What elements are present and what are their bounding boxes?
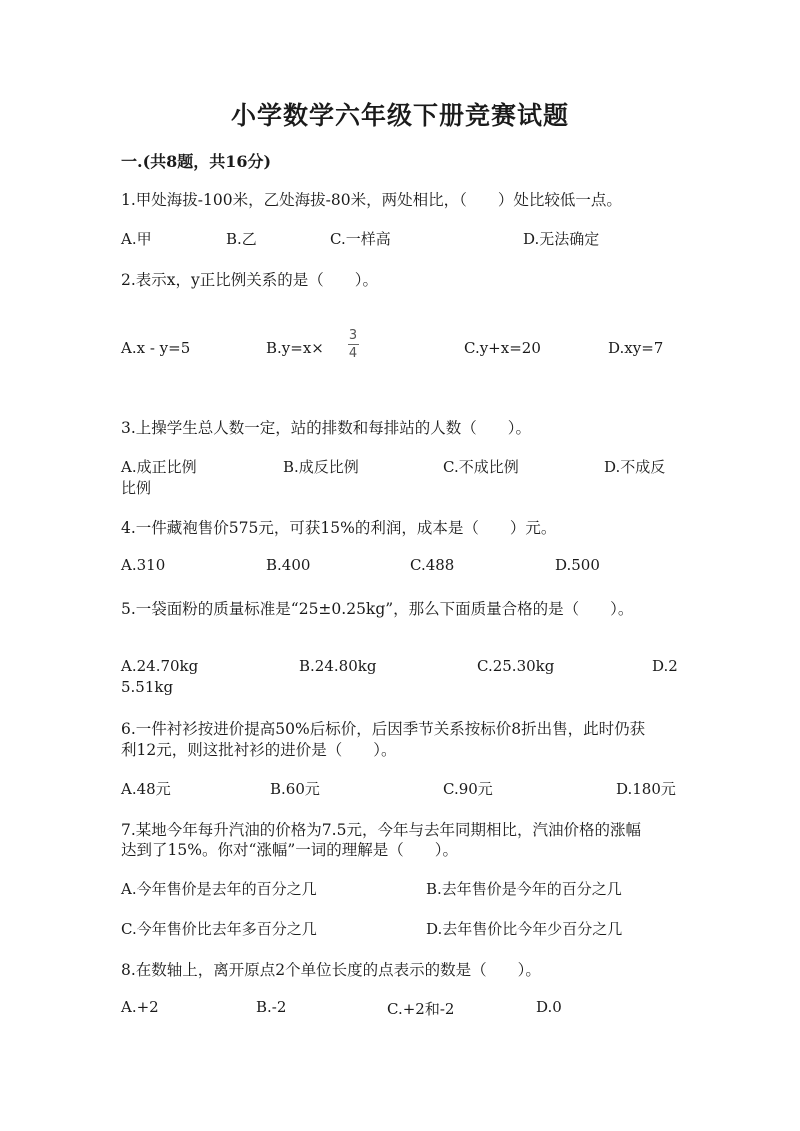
- question-6-option-a: A.48元: [121, 780, 171, 798]
- question-5-option-a: A.24.70kg: [121, 657, 199, 675]
- question-3-option-d: D.不成反: [604, 458, 666, 476]
- question-7-stem-line2: 达到了15%。你对“涨幅”一词的理解是（ ）。: [121, 841, 459, 859]
- question-1-option-b: B.乙: [226, 230, 257, 248]
- question-3-option-c: C.不成比例: [443, 458, 519, 476]
- question-4-option-c: C.488: [410, 556, 455, 574]
- question-8-option-b: B.-2: [256, 998, 287, 1016]
- exam-title: 小学数学六年级下册竞赛试题: [230, 101, 569, 130]
- question-3-option-b: B.成反比例: [283, 458, 359, 476]
- question-1-stem: 1.甲处海拔-100米，乙处海拔-80米，两处相比，（ ）处比较低一点。: [121, 191, 622, 209]
- question-7-option-c: C.今年售价比去年多百分之几: [121, 920, 317, 938]
- question-5-option-d: D.2: [652, 657, 678, 675]
- question-4-stem: 4.一件藏袍售价575元，可获15%的利润，成本是（ ）元。: [121, 519, 557, 537]
- question-5-option-b: B.24.80kg: [299, 657, 377, 675]
- question-3-option-d-wrap: 比例: [121, 479, 152, 497]
- fraction-numerator: 3: [348, 328, 358, 343]
- question-1-option-a: A.甲: [121, 230, 152, 248]
- question-8-option-a: A.+2: [121, 998, 159, 1016]
- question-4-option-b: B.400: [266, 556, 311, 574]
- question-1-option-d: D.无法确定: [523, 230, 600, 248]
- question-8-option-c: C.+2和-2: [387, 1000, 455, 1018]
- question-6-option-d: D.180元: [616, 780, 676, 798]
- question-2-option-b: B.y=x×: [266, 339, 324, 357]
- question-7-stem: 7.某地今年每升汽油的价格为7.5元，今年与去年同期相比，汽油价格的涨幅: [121, 821, 641, 839]
- question-7-option-b: B.去年售价是今年的百分之几: [426, 880, 622, 898]
- question-3-stem: 3.上操学生总人数一定，站的排数和每排站的人数（ ）。: [121, 419, 532, 437]
- question-2-option-a: A.x - y=5: [121, 339, 191, 357]
- question-3-option-a: A.成正比例: [121, 458, 197, 476]
- section-heading: 一.(共8题，共16分): [121, 152, 272, 171]
- question-2-stem: 2.表示x，y正比例关系的是（ ）。: [121, 271, 379, 289]
- question-6-option-b: B.60元: [270, 780, 320, 798]
- fraction-denominator: 4: [348, 346, 358, 361]
- question-4-option-d: D.500: [555, 556, 600, 574]
- question-8-option-d: D.0: [536, 998, 562, 1016]
- question-6-stem-line2: 利12元，则这批衬衫的进价是（ ）。: [121, 741, 397, 759]
- question-8-stem: 8.在数轴上，离开原点2个单位长度的点表示的数是（ ）。: [121, 961, 541, 979]
- question-2-option-d: D.xy=7: [608, 339, 664, 357]
- fraction-three-quarters: [345, 328, 361, 361]
- question-6-stem: 6.一件衬衫按进价提高50%后标价，后因季节关系按标价8折出售，此时仍获: [121, 720, 646, 738]
- fraction-bar: [348, 344, 359, 345]
- question-2-option-c: C.y+x=20: [464, 339, 541, 357]
- question-5-option-d-wrap: 5.51kg: [121, 678, 174, 696]
- question-4-option-a: A.310: [121, 556, 166, 574]
- question-6-option-c: C.90元: [443, 780, 493, 798]
- question-7-option-d: D.去年售价比今年少百分之几: [426, 920, 623, 938]
- question-7-option-a: A.今年售价是去年的百分之几: [121, 880, 317, 898]
- question-5-stem: 5.一袋面粉的质量标准是“25±0.25kg”，那么下面质量合格的是（ ）。: [121, 600, 634, 618]
- question-5-option-c: C.25.30kg: [477, 657, 555, 675]
- question-1-option-c: C.一样高: [330, 230, 391, 248]
